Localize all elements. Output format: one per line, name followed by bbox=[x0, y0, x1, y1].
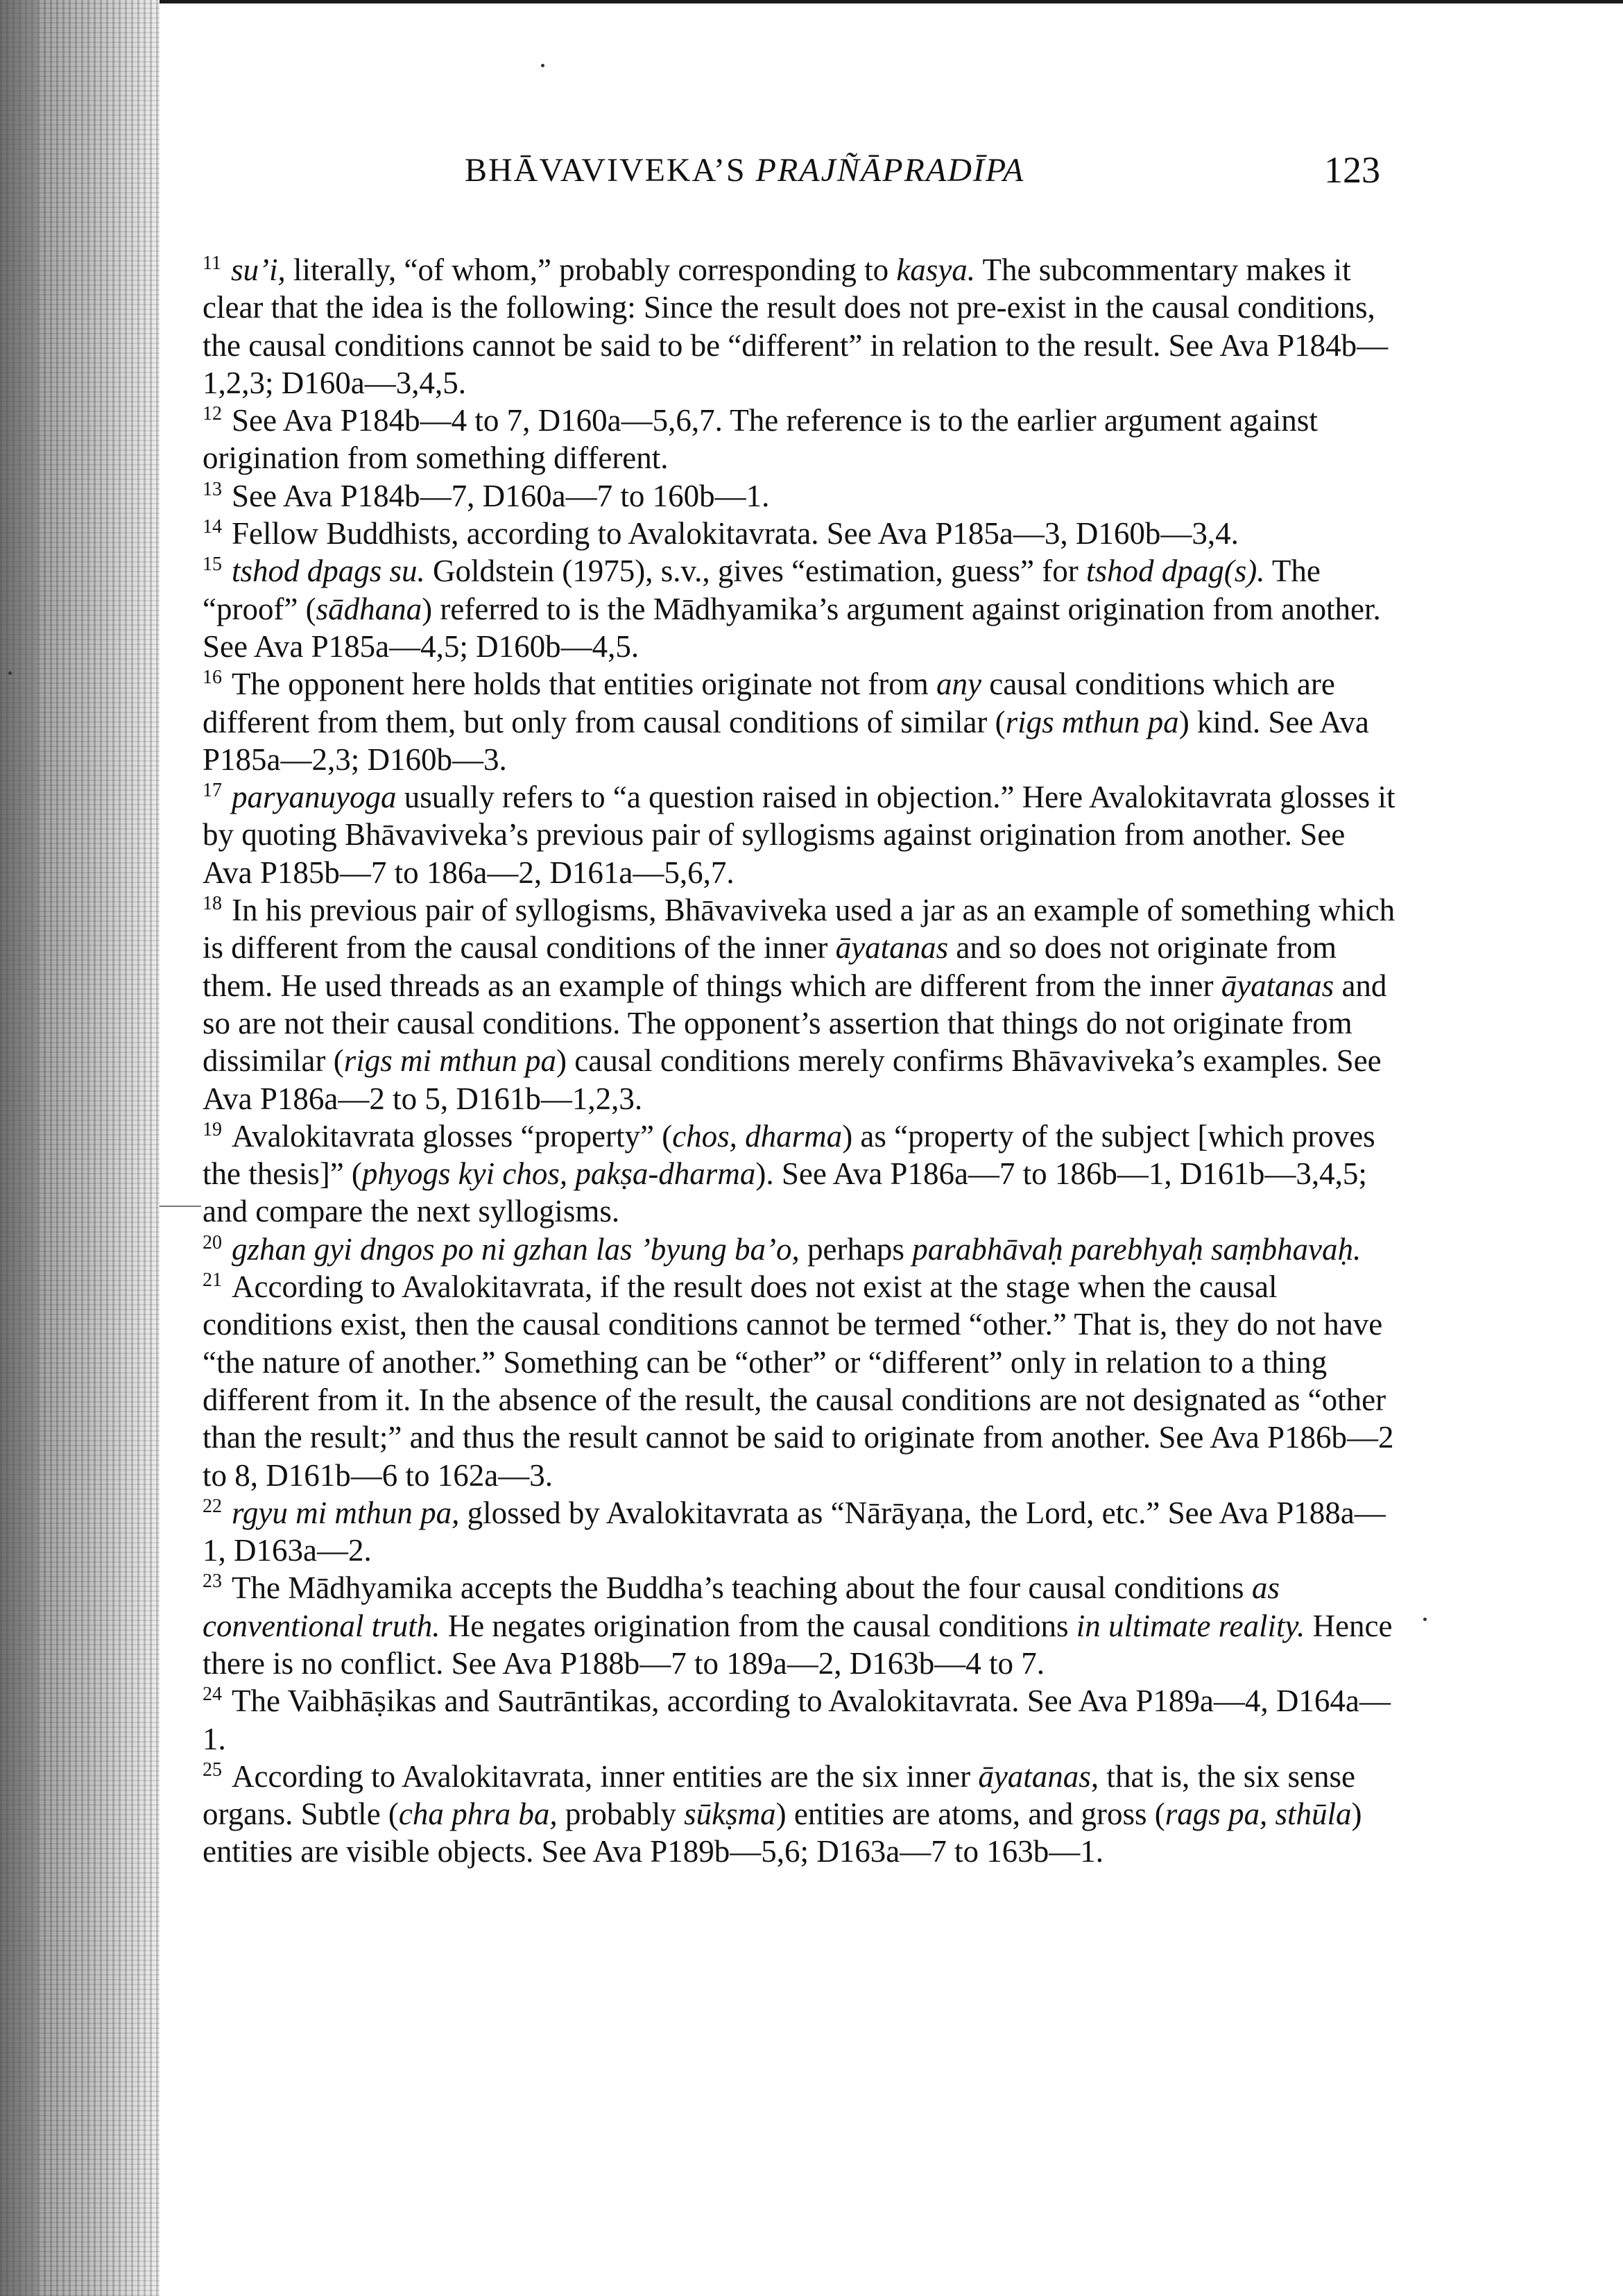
footnote-number: 13 bbox=[203, 478, 222, 500]
footnote-italic-text: rigs mthun pa bbox=[1005, 704, 1179, 739]
footnote-12 bbox=[203, 402, 1396, 477]
footnote-number: 14 bbox=[203, 516, 222, 538]
footnote-text: literally, “of whom,” probably corresponding to bbox=[285, 252, 897, 287]
footnote-11 bbox=[203, 251, 1396, 402]
footnote-number: 25 bbox=[203, 1758, 222, 1781]
footnote-number: 15 bbox=[203, 554, 222, 576]
footnote-14 bbox=[203, 515, 1396, 552]
footnote-text: and so are not their causal conditions. The opponent’s assertion that things do not originate from dissimilar ( bbox=[203, 968, 1387, 1079]
scan-speck bbox=[1423, 1618, 1427, 1621]
footnote-italic-text: tshod dpag(s). bbox=[1085, 554, 1265, 589]
footnote-italic-text: cha phra ba, bbox=[398, 1797, 558, 1832]
footnote-text: usually refers to “a question raised in objection.” Here Avalokitavrata glosses it by quoting Bhāvaviveka’s previous pair of syllogisms against origination from another. See Ava P185b—7 to 186a—2, D161a—5,6,7. bbox=[203, 780, 1396, 890]
footnote-text: Avalokitavrata glosses “property” ( bbox=[232, 1118, 673, 1154]
footnote-text: ) referred to is the Mādhyamika’s argument against origination from another. See Ava P185a—4,5; D160b—4,5. bbox=[203, 591, 1381, 664]
footnote-italic-text: sādhana bbox=[316, 591, 422, 626]
footnote-italic-text: gzhan gyi dngos po ni gzhan las ’byung ba’o, bbox=[232, 1231, 800, 1267]
footnote-number: 12 bbox=[203, 403, 222, 425]
footnote-16 bbox=[203, 665, 1396, 778]
scan-top-edge bbox=[0, 0, 1623, 3]
footnote-italic-text: rags pa, sthūla bbox=[1165, 1797, 1352, 1832]
footnote-20 bbox=[203, 1231, 1396, 1268]
footnote-21 bbox=[203, 1268, 1396, 1494]
footnote-text: The Mādhyamika accepts the Buddha’s teaching about the four causal conditions bbox=[232, 1570, 1252, 1606]
footnote-italic-text: kasya. bbox=[896, 252, 976, 287]
scan-artifact-line bbox=[160, 1206, 201, 1207]
footnote-text: According to Avalokitavrata, if the result does not exist at the stage when the causal conditions exist, then the causal conditions cannot be termed “other.” That is, they do not have “the nature of another.” Something can be “other” or “different” only in relation to a thing different from it. In the absence of the result, the causal conditions are not designated as “other than the result;” and thus the result cannot be said to originate from another. See Ava P186b—2 to 8, D161b—6 to 162a—3. bbox=[203, 1269, 1394, 1493]
footnote-italic-text: in ultimate reality. bbox=[1076, 1608, 1305, 1643]
footnote-15 bbox=[203, 552, 1396, 665]
footnote-text: See Ava P184b—4 to 7, D160a—5,6,7. The reference is to the earlier argument against origination from something different. bbox=[203, 403, 1318, 476]
footnote-italic-text: rigs mi mthun pa bbox=[343, 1043, 557, 1079]
footnote-text: Goldstein (1975), s.v., gives “estimation, guess” for bbox=[424, 554, 1086, 589]
footnote-text: The Vaibhāṣikas and Sautrāntikas, according to Avalokitavrata. See Ava P189a—4, D164a—1. bbox=[203, 1684, 1391, 1756]
footnote-number: 17 bbox=[203, 780, 222, 802]
footnote-23 bbox=[203, 1569, 1396, 1682]
footnote-number: 11 bbox=[203, 252, 221, 274]
footnote-number: 22 bbox=[203, 1495, 222, 1517]
page-number: 123 bbox=[1324, 149, 1380, 191]
footnote-text: ). See Ava P186a—7 to 186b—1, D161b—3,4,5; and compare the next syllogisms. bbox=[203, 1156, 1367, 1229]
footnote-italic-text: as conventional truth. bbox=[203, 1570, 1280, 1643]
footnotes-block bbox=[203, 251, 1396, 1871]
footnote-text: , that is, the six sense organs. Subtle ( bbox=[203, 1758, 1356, 1832]
footnote-italic-text: rgyu mi mthun pa, bbox=[232, 1495, 460, 1530]
footnote-number: 16 bbox=[203, 667, 222, 689]
running-head bbox=[208, 151, 1380, 200]
footnote-text: Hence there is no conflict. See Ava P188b—7 to 189a—2, D163b—4 to 7. bbox=[203, 1608, 1393, 1681]
footnote-text: See Ava P184b—7, D160a—7 to 160b—1. bbox=[232, 478, 770, 513]
running-title-plain: BHĀVAVIVEKA’S bbox=[465, 152, 756, 189]
footnote-number: 21 bbox=[203, 1269, 222, 1292]
running-title bbox=[465, 151, 1024, 189]
footnote-17 bbox=[203, 778, 1396, 891]
footnote-text: In his previous pair of syllogisms, Bhāvaviveka used a jar as an example of something which is different from the causal conditions of the inner bbox=[203, 893, 1396, 966]
footnote-text: perhaps bbox=[799, 1231, 913, 1267]
footnote-number: 20 bbox=[203, 1231, 222, 1253]
footnote-number: 19 bbox=[203, 1118, 222, 1140]
footnote-text: The “proof” ( bbox=[203, 554, 1321, 626]
footnote-text: Fellow Buddhists, according to Avalokitavrata. See Ava P185a—3, D160b—3,4. bbox=[232, 516, 1239, 551]
footnote-italic-text: āyatanas bbox=[835, 930, 949, 966]
scan-speck bbox=[541, 64, 544, 67]
footnote-text: According to Avalokitavrata, inner entities are the six inner bbox=[232, 1758, 979, 1794]
footnote-text: He negates origination from the causal conditions bbox=[440, 1608, 1076, 1643]
footnote-text: ) kind. See Ava P185a—2,3; D160b—3. bbox=[203, 704, 1369, 777]
footnote-24 bbox=[203, 1682, 1396, 1758]
footnote-italic-text: tshod dpags su. bbox=[232, 554, 425, 589]
scanned-page-gutter-shadow bbox=[0, 0, 38, 2296]
footnote-text: ) causal conditions merely confirms Bhāvaviveka’s examples. See Ava P186a—2 to 5, D161b—1,2,3. bbox=[203, 1043, 1382, 1116]
footnote-italic-text: āyatanas bbox=[1221, 968, 1334, 1003]
footnote-text: causal conditions which are different from them, but only from causal conditions of similar ( bbox=[203, 667, 1335, 739]
footnote-number: 18 bbox=[203, 893, 222, 915]
footnote-text: ) entities are visible objects. See Ava P189b—5,6; D163a—7 to 163b—1. bbox=[203, 1797, 1362, 1869]
footnote-text: ) entities are atoms, and gross ( bbox=[775, 1797, 1165, 1832]
footnote-text: glossed by Avalokitavrata as “Nārāyaṇa, the Lord, etc.” See Ava P188a—1, D163a—2. bbox=[203, 1495, 1386, 1568]
footnote-text: The subcommentary makes it clear that the idea is the following: Since the result does not pre-exist in the causal conditions, the causal conditions cannot be said to be “different” in relation to the result. See Ava P184b—1,2,3; D160a—3,4,5. bbox=[203, 252, 1389, 400]
footnote-italic-text: sūkṣma bbox=[684, 1797, 776, 1832]
footnote-18 bbox=[203, 891, 1396, 1117]
footnote-italic-text: parabhāvaḥ parebhyaḥ saṃbhavaḥ. bbox=[912, 1231, 1362, 1267]
footnote-19 bbox=[203, 1117, 1396, 1231]
footnote-text: The opponent here holds that entities originate not from bbox=[232, 667, 936, 702]
footnote-13 bbox=[203, 477, 1396, 515]
footnote-text: ) as “property of the subject [which proves the thesis]” ( bbox=[203, 1118, 1375, 1192]
footnote-italic-text: chos, dharma bbox=[672, 1118, 843, 1154]
footnote-text: probably bbox=[557, 1797, 685, 1832]
footnote-number: 23 bbox=[203, 1570, 222, 1593]
footnote-italic-text: su’i, bbox=[230, 252, 286, 287]
running-title-italic: PRAJÑĀPRADĪPA bbox=[755, 152, 1025, 189]
footnote-text: and so does not originate from them. He used threads as an example of things which are different from the inner bbox=[203, 930, 1337, 1003]
footnote-number: 24 bbox=[203, 1684, 222, 1706]
footnote-italic-text: phyogs kyi chos, pakṣa-dharma bbox=[361, 1156, 756, 1192]
scan-speck bbox=[8, 671, 12, 675]
footnote-italic-text: any bbox=[936, 667, 981, 702]
footnote-25 bbox=[203, 1758, 1396, 1871]
footnote-italic-text: paryanuyoga bbox=[232, 780, 397, 815]
footnote-italic-text: āyatanas bbox=[978, 1758, 1091, 1794]
footnote-22 bbox=[203, 1494, 1396, 1570]
